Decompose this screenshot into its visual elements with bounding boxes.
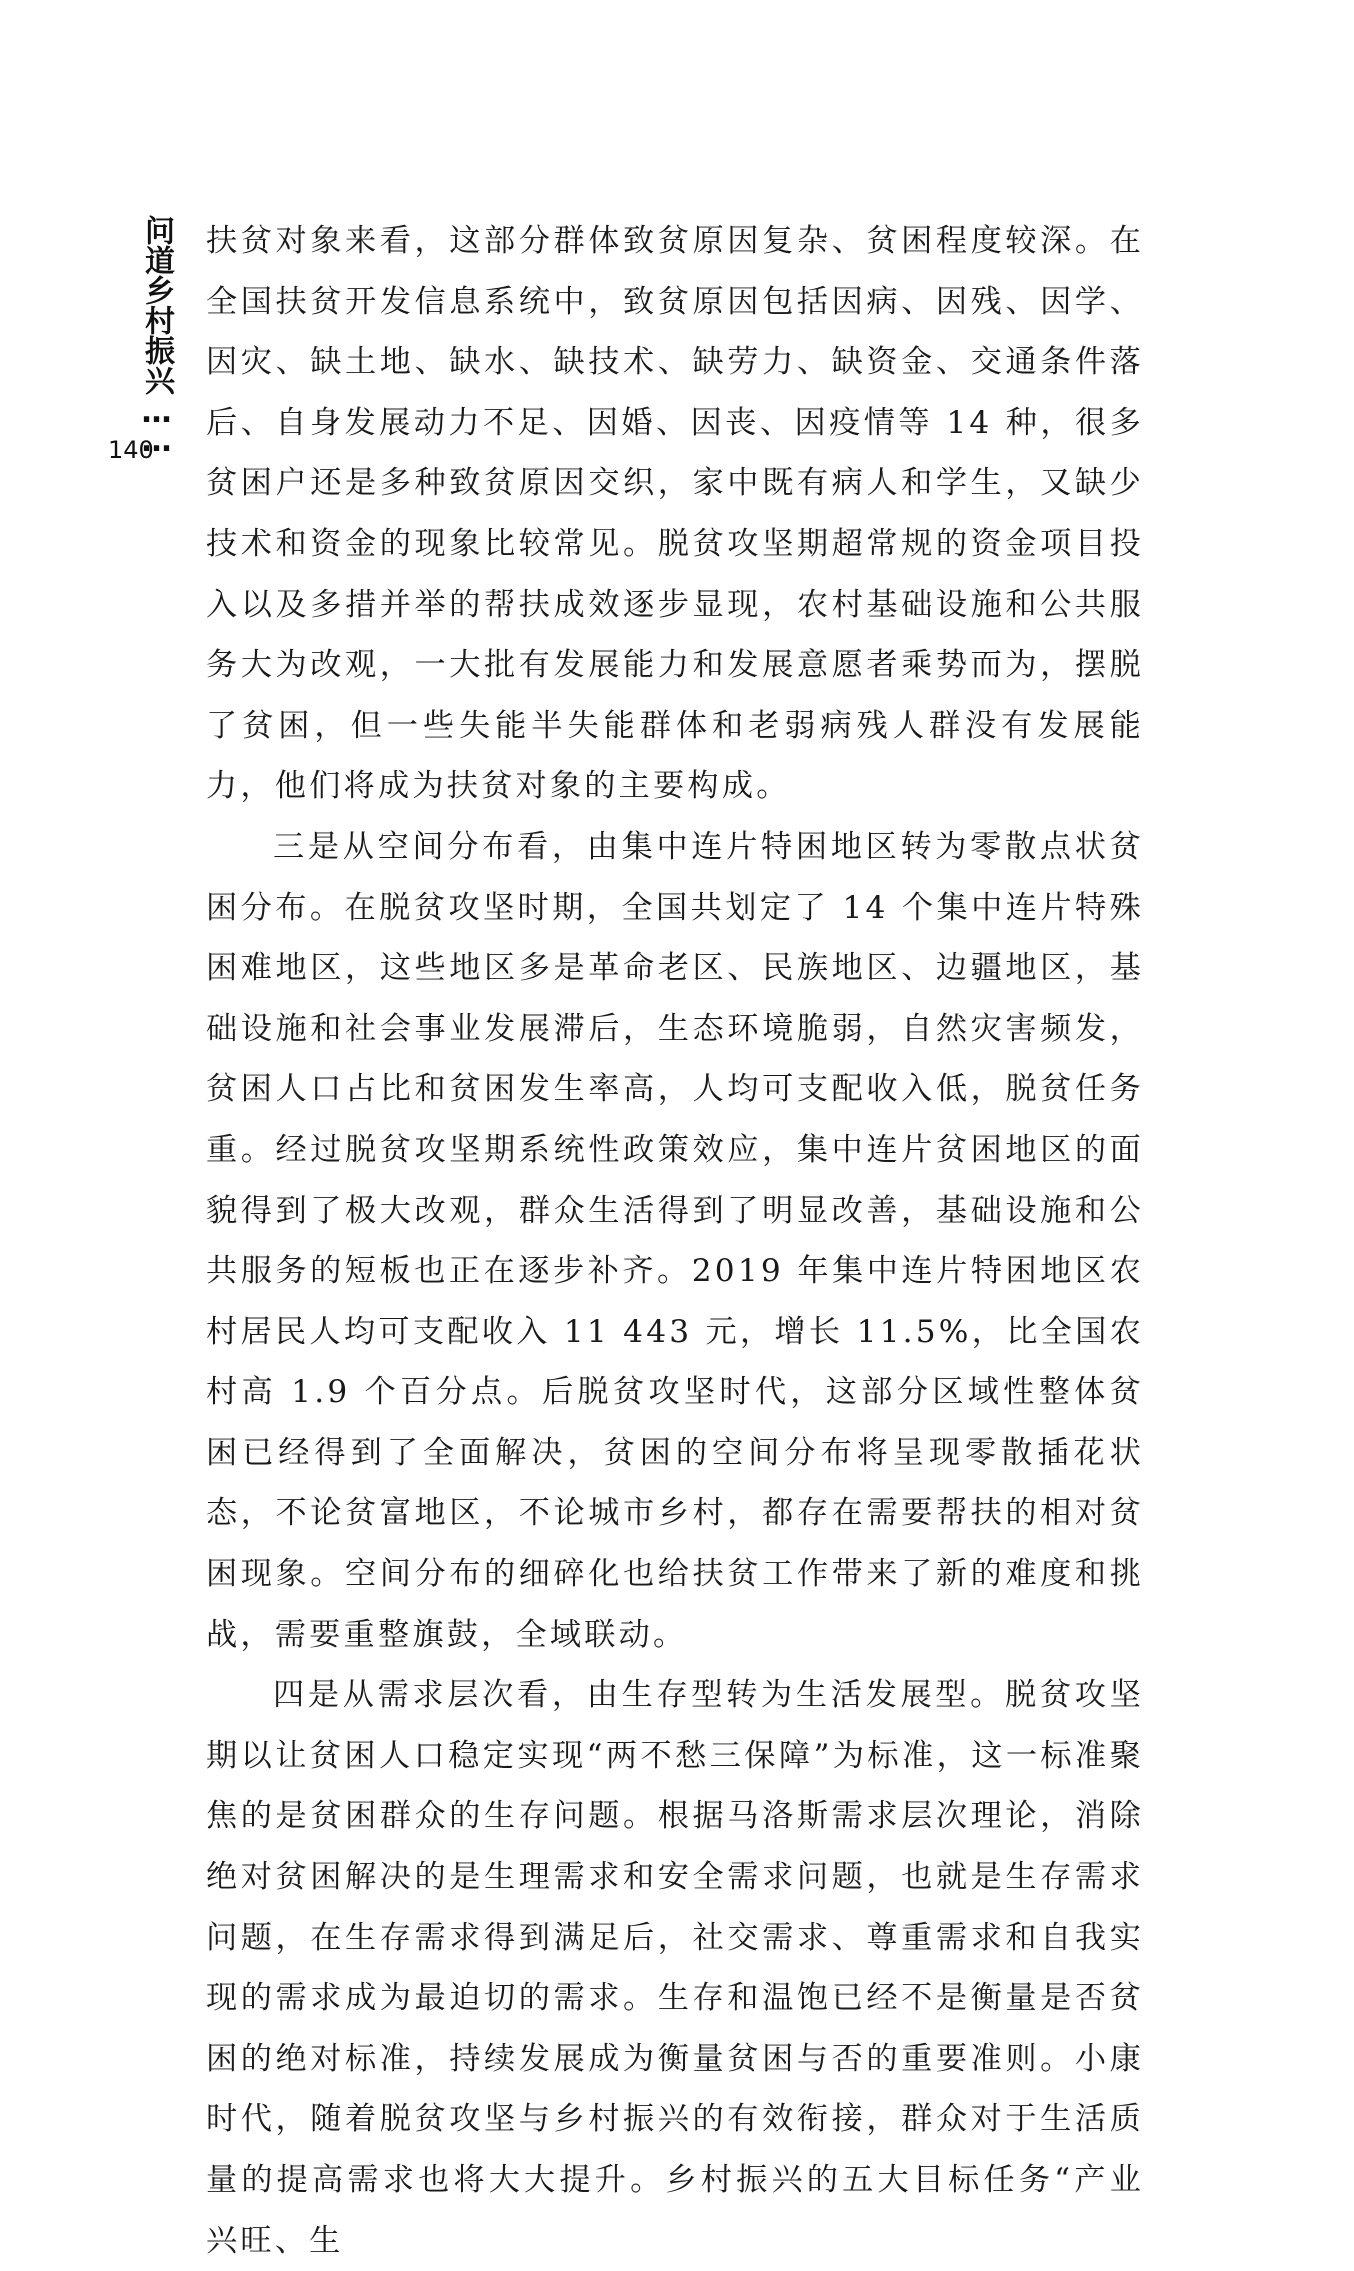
body-text	[206, 211, 1144, 2271]
paragraph-2: 三是从空间分布看，由集中连片特困地区转为零散点状贫困分布。在脱贫攻坚时期，全国共划定了 14 个集中连片特殊困难地区，这些地区多是革命老区、民族地区、边疆地区，基础设施和社会事业发展滞后，生态环境脆弱，自然灾害频发，贫困人口占比和贫困发生率高，人均可支配收入低，脱贫任务重。经过脱贫攻坚期系统性政策效应，集中连片贫困地区的面貌得到了极大改观，群众生活得到了明显改善，基础设施和公共服务的短板也正在逐步补齐。2019 年集中连片特困地区农村居民人均可支配收入 11 443 元，增长 11.5%，比全国农村高 1.9 个百分点。后脱贫攻坚时代，这部分区域性整体贫困已经得到了全面解决，贫困的空间分布将呈现零散插花状态，不论贫富地区，不论城市乡村，都存在需要帮扶的相对贫困现象。空间分布的细碎化也给扶贫工作带来了新的难度和挑战，需要重整旗鼓，全域联动。	[206, 828, 1144, 1653]
paragraph-3: 四是从需求层次看，由生存型转为生活发展型。脱贫攻坚期以让贫困人口稳定实现“两不愁三保障”为标准，这一标准聚焦的是贫困群众的生存问题。根据马洛斯需求层次理论，消除绝对贫困解决的是生理需求和安全需求问题，也就是生存需求问题，在生存需求得到满足后，社交需求、尊重需求和自我实现的需求成为最迫切的需求。生存和温饱已经不是衡量是否贫困的绝对标准，持续发展成为衡量贫困与否的重要准则。小康时代，随着脱贫攻坚与乡村振兴的有效衔接，群众对于生活质量的提高需求也将大大提升。乡村振兴的五大目标任务“产业兴旺、生	[206, 1677, 1144, 2259]
running-title-text: 问道乡村振兴	[139, 215, 174, 395]
running-title	[134, 215, 174, 453]
page-number: 140	[108, 436, 154, 464]
running-title-dots: ……	[139, 395, 174, 453]
paragraph-1: 扶贫对象来看，这部分群体致贫原因复杂、贫困程度较深。在全国扶贫开发信息系统中，致贫原因包括因病、因残、因学、因灾、缺土地、缺水、缺技术、缺劳力、缺资金、交通条件落后、自身发展动力不足、因婚、因丧、因疫情等 14 种，很多贫困户还是多种致贫原因交织，家中既有病人和学生，又缺少技术和资金的现象比较常见。脱贫攻坚期超常规的资金项目投入以及多措并举的帮扶成效逐步显现，农村基础设施和公共服务大为改观，一大批有发展能力和发展意愿者乘势而为，摆脱了贫困，但一些失能半失能群体和老弱病残人群没有发展能力，他们将成为扶贫对象的主要构成。	[206, 223, 1144, 805]
